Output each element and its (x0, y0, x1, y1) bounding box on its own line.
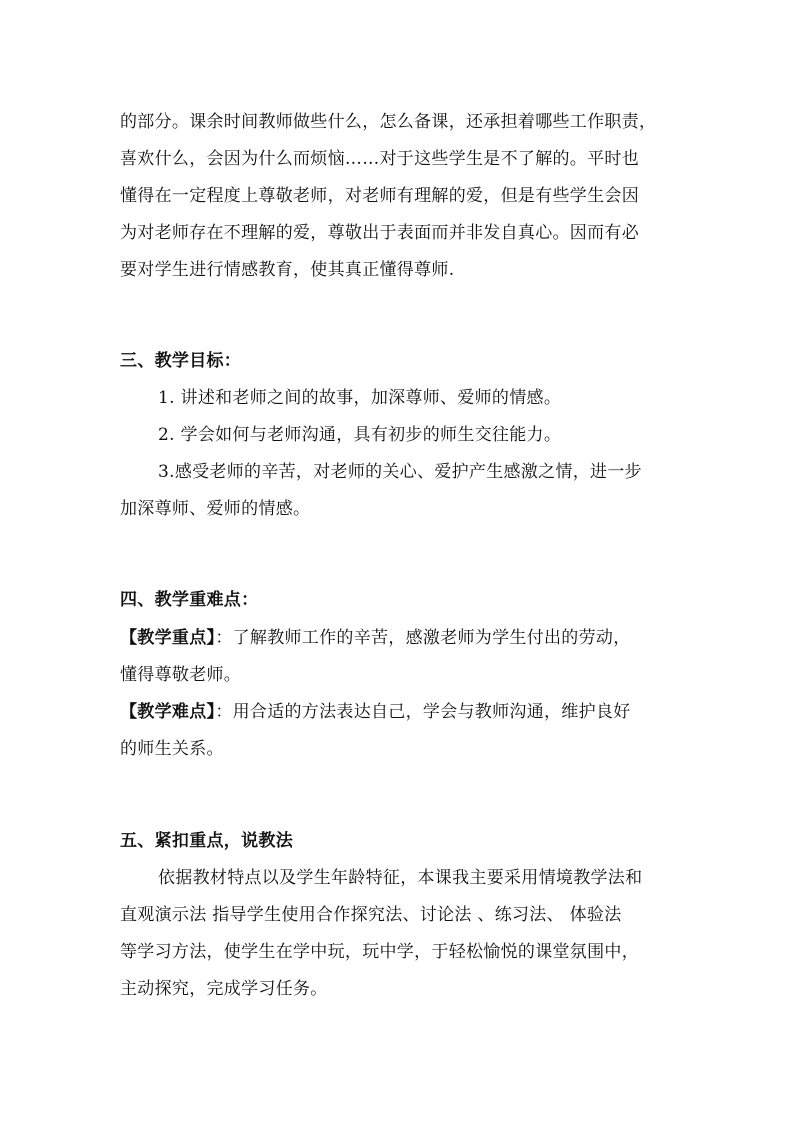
intro-line-3: 懂得在一定程度上尊敬老师，对老师有理解的爱，但是有些学生会因 (120, 186, 639, 206)
difficulty-continued: 的师生关系。 (120, 739, 224, 759)
difficulty-line (120, 701, 631, 723)
intro-line-5: 要对学生进行情感教育，使其真正懂得尊师. (120, 260, 455, 280)
section-5-heading: 五、紧扣重点，说教法 (120, 831, 293, 851)
intro-line-1: 的部分。课余时间教师做些什么，怎么备课，还承担着哪些工作职责， (120, 112, 657, 132)
key-point-label: 【教学重点】 (120, 628, 216, 648)
key-point-line (120, 627, 631, 649)
objective-item-1: 1. 讲述和老师之间的故事，加深尊师、爱师的情感。 (158, 388, 562, 408)
method-line-1: 依据教材特点以及学生年龄特征，本课我主要采用情境教学法和 (158, 868, 643, 888)
difficulty-text: ：用合适的方法表达自己，学会与教师沟通，维护良好 (215, 702, 631, 722)
objective-item-2: 2. 学会如何与老师沟通，具有初步的师生交往能力。 (158, 425, 562, 445)
intro-line-4: 为对老师存在不理解的爱，尊敬出于表面而并非发自真心。因而有必 (120, 223, 639, 243)
intro-line-2: 喜欢什么，会因为什么而烦恼……对于这些学生是不了解的。平时也 (120, 149, 639, 169)
difficulty-label: 【教学难点】 (120, 702, 216, 722)
objective-item-3: 3.感受老师的辛苦，对老师的关心、爱护产生感激之情，进一步 (158, 462, 642, 482)
method-line-3: 等学习方法，使学生在学中玩，玩中学，于轻松愉悦的课堂氛围中， (120, 942, 639, 962)
method-line-4: 主动探究，完成学习任务。 (120, 979, 328, 999)
section-3-heading: 三、教学目标： (120, 351, 242, 371)
key-point-continued: 懂得尊敬老师。 (120, 665, 242, 685)
section-4-heading: 四、教学重难点： (120, 590, 259, 610)
key-point-text: ：了解教师工作的辛苦，感激老师为学生付出的劳动， (215, 628, 631, 648)
method-line-2: 直观演示法 指导学生使用合作探究法、讨论法 、练习法、 体验法 (120, 905, 622, 925)
objective-item-3-continued: 加深尊师、爱师的情感。 (120, 499, 311, 519)
